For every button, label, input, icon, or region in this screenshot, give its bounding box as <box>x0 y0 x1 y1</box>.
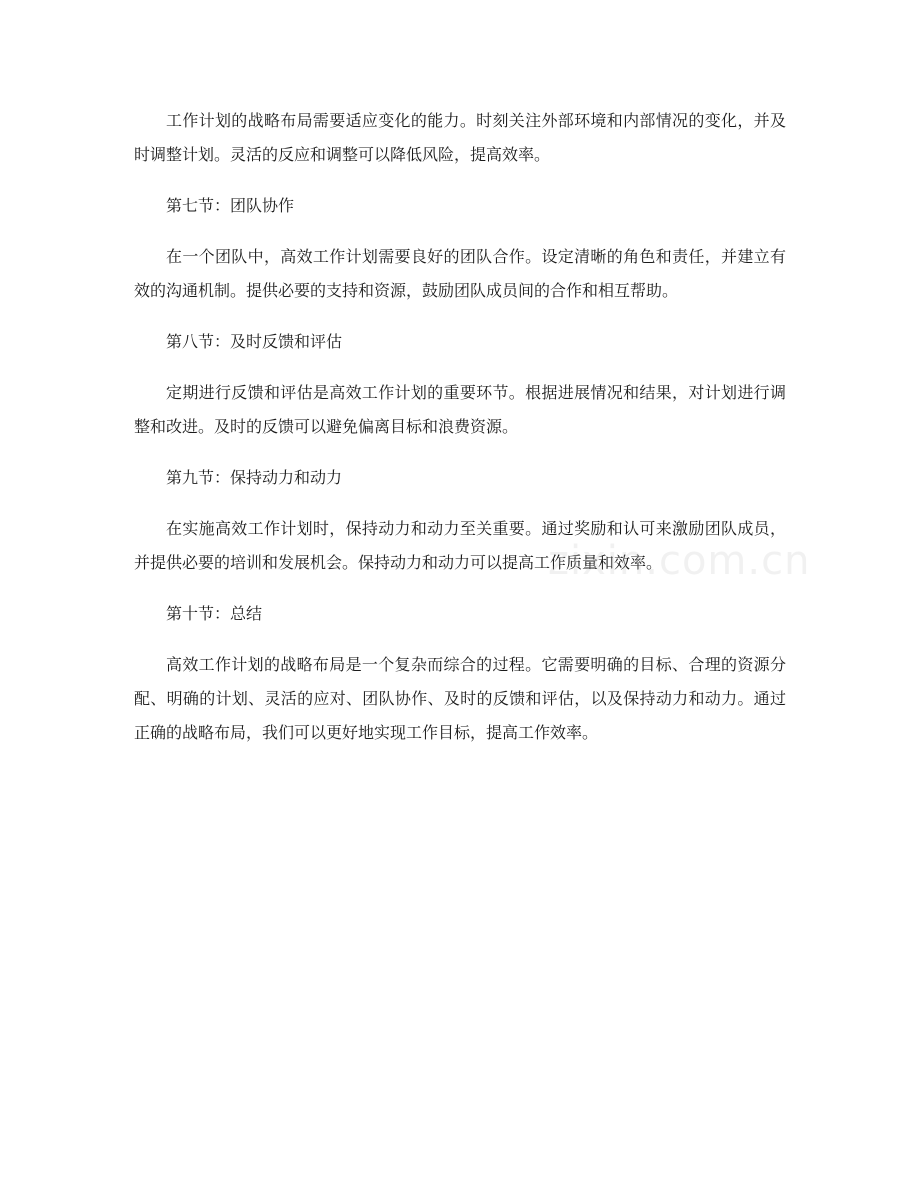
section-heading-9: 第九节：保持动力和动力 <box>166 468 343 487</box>
document-body <box>134 104 786 767</box>
section-heading-10: 第十节：总结 <box>166 604 263 623</box>
paragraph-summary: 高效工作计划的战略布局是一个复杂而综合的过程。它需要明确的目标、合理的资源分配、明确的计划、灵活的应对、团队协作、及时的反馈和评估，以及保持动力和动力。通过正确的战略布局，我们可以更好地实现工作目标，提高工作效率。 <box>134 655 786 742</box>
section-heading-7: 第七节：团队协作 <box>166 196 295 215</box>
paragraph-teamwork: 在一个团队中，高效工作计划需要良好的团队合作。设定清晰的角色和责任，并建立有效的沟通机制。提供必要的支持和资源，鼓励团队成员间的合作和相互帮助。 <box>134 247 786 300</box>
paragraph-adaptability: 工作计划的战略布局需要适应变化的能力。时刻关注外部环境和内部情况的变化，并及时调整计划。灵活的反应和调整可以降低风险，提高效率。 <box>134 111 786 164</box>
paragraph-feedback: 定期进行反馈和评估是高效工作计划的重要环节。根据进展情况和结果，对计划进行调整和改进。及时的反馈可以避免偏离目标和浪费资源。 <box>134 383 786 436</box>
watermark: zixin.com.cn <box>548 538 811 584</box>
section-heading-8: 第八节：及时反馈和评估 <box>166 332 343 351</box>
paragraph-motivation: 在实施高效工作计划时，保持动力和动力至关重要。通过奖励和认可来激励团队成员，并提供必要的培训和发展机会。保持动力和动力可以提高工作质量和效率。 <box>134 519 786 572</box>
